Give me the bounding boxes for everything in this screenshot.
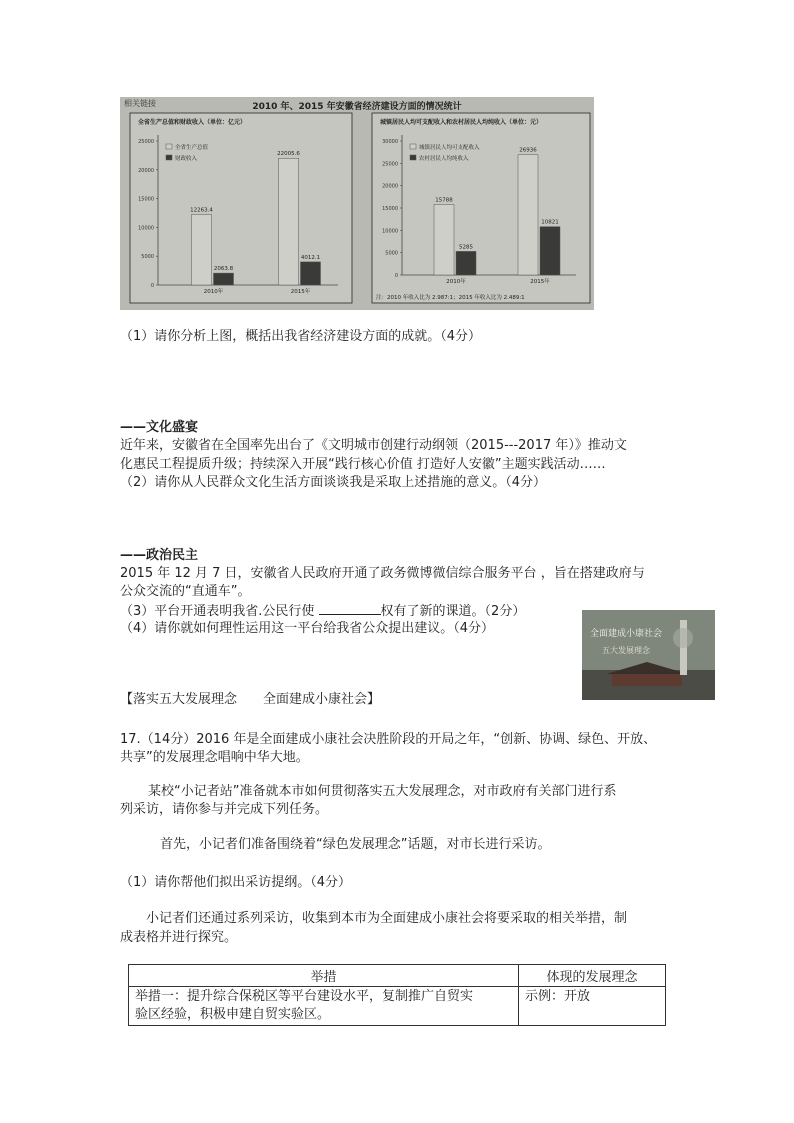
legend-swatch <box>410 155 416 160</box>
q17-paragraph-1-line-1: 某校“小记者站”准备就本市如何贯彻落实五大发展理念，对市政府有关部门进行系 <box>148 784 617 799</box>
bar-primary <box>192 214 212 285</box>
y-tick-label: 30000 <box>382 139 398 145</box>
measure-line-2: 验区经验，积极申建自贸实验区。 <box>135 1007 331 1022</box>
y-tick-label: 5000 <box>141 254 154 261</box>
data-label: 4012.1 <box>300 254 321 261</box>
q17-paragraph-3-line-2: 成表格并进行探究。 <box>120 930 238 945</box>
figure-main-title: 2010 年、2015 年安徽省经济建设方面的情况统计 <box>252 102 462 112</box>
chart-title: 城镇居民人均可支配收入和农村居民人均纯收入（单位：元） <box>380 119 543 126</box>
table-header-row <box>129 965 666 987</box>
bar-primary <box>518 155 538 275</box>
question-1: （1）请你分析上图，概括出我省经济建设方面的成就。（4分） <box>120 329 482 344</box>
chart-title: 全省生产总值和财政收入（单位：亿元） <box>138 119 247 126</box>
bar-primary <box>279 158 299 285</box>
y-tick-label: 0 <box>150 283 154 289</box>
y-tick-label: 20000 <box>138 167 154 174</box>
q17-line-1: 17.（14分）2016 年是全面建成小康社会决胜阶段的开局之年，“创新、协调、绿色、开放、 <box>120 732 657 747</box>
question-3-part-a: （3）平台开通表明我省.公民行使 <box>120 604 319 619</box>
q17-paragraph-1-line-2: 列采访，请你参与并完成下列任务。 <box>120 802 329 817</box>
x-tick-label: 2015年 <box>290 289 311 295</box>
politics-line-1: 2015 年 12 月 7 日，安徽省人民政府开通了政务微博微信综合服务平台 ，旨在搭建政府与 <box>120 566 645 581</box>
data-label: 15788 <box>435 197 453 204</box>
q17-line-2: 共享”的发展理念唱响中华大地。 <box>120 750 309 765</box>
data-label: 10821 <box>541 219 559 226</box>
politics-heading: ——政治民主 <box>120 548 199 563</box>
y-tick-label: 5000 <box>385 250 398 257</box>
q17-question-1: （1）请你帮他们拟出采访提纲。（4分） <box>120 875 352 890</box>
xiaokang-poster-image <box>582 610 715 700</box>
data-label: 2063.8 <box>213 266 234 273</box>
measure-line-1: 举措一：提升综合保税区等平台建设水平，复制推广自贸实 <box>135 989 474 1004</box>
y-tick-label: 20000 <box>382 183 398 190</box>
q17-paragraph-2: 首先，小记者们准备围绕着“绿色发展理念”话题，对市长进行采访。 <box>160 837 551 852</box>
politics-line-2: 公众交流的“直通车”。 <box>120 584 251 599</box>
data-label: 22005.6 <box>277 151 300 158</box>
data-label: 5285 <box>459 244 473 251</box>
legend-label: 农村居民人均纯收入 <box>419 156 469 162</box>
table-row <box>129 987 666 1026</box>
bar-secondary <box>456 251 476 275</box>
measure-cell <box>129 987 519 1026</box>
x-tick-label: 2015年 <box>530 279 550 285</box>
legend-label: 财政收入 <box>175 156 198 162</box>
y-tick-label: 25000 <box>138 139 154 145</box>
y-tick-label: 10000 <box>138 225 154 232</box>
bar-secondary <box>214 273 234 285</box>
legend-label: 城镇居民人均可支配收入 <box>419 145 480 151</box>
measures-table <box>128 964 666 1026</box>
legend-swatch <box>410 144 416 149</box>
question-3-part-b: 权有了新的课道。（2分） <box>380 604 526 619</box>
x-tick-label: 2010年 <box>203 289 224 295</box>
header-measure: 举措 <box>129 965 519 987</box>
legend-label: 全省生产总值 <box>175 145 209 151</box>
y-tick-label: 15000 <box>138 196 154 203</box>
q17-paragraph-3-line-1: 小记者们还通过系列采访，收集到本市为全面建成小康社会将要采取的相关举措，制 <box>146 911 628 926</box>
y-tick-label: 10000 <box>382 228 398 235</box>
header-concept: 体现的发展理念 <box>519 965 666 987</box>
question-4: （4）请你就如何理性运用这一平台给我省公众提出建议。（4分） <box>120 621 495 636</box>
statistics-chart-image <box>120 97 594 310</box>
y-tick-label: 15000 <box>382 206 398 212</box>
question-2: （2）请你从人民群众文化生活方面谈谈我是采取上述措施的意义。（4分） <box>120 475 547 490</box>
section-banner: 【落实五大发展理念 全面建成小康社会】 <box>120 692 381 707</box>
poster-subtitle: 五大发展理念 <box>602 646 650 655</box>
poster-title: 全面建成小康社会 <box>590 629 663 639</box>
answer-blank[interactable] <box>319 600 381 615</box>
bar-secondary <box>301 262 321 285</box>
bar-secondary <box>540 227 560 275</box>
x-tick-label: 2010年 <box>446 279 466 285</box>
data-label: 12263.4 <box>190 207 213 214</box>
y-tick-label: 0 <box>394 273 398 279</box>
data-label: 26936 <box>519 147 537 154</box>
corner-text: 相关链接 <box>124 99 156 108</box>
chart-note: 注：2010 年收入比为 2.987:1；2015 年收入比为 2.489:1 <box>376 295 525 301</box>
culture-line-2: 化惠民工程提质升级；持续深入开展“践行核心价值 打造好人安徽”主题实践活动…… <box>120 457 606 472</box>
concept-cell: 示例：开放 <box>519 987 666 1026</box>
poster-svg <box>582 610 715 700</box>
statistics-chart-svg <box>120 97 594 310</box>
y-tick-label: 25000 <box>382 161 398 168</box>
culture-line-1: 近年来，安徽省在全国率先出台了《文明城市创建行动纲领（2015---2017 年）》推动文 <box>120 438 627 453</box>
legend-swatch <box>166 144 172 149</box>
bar-primary <box>434 204 454 275</box>
legend-swatch <box>166 155 172 160</box>
culture-heading: ——文化盛宴 <box>120 420 199 435</box>
